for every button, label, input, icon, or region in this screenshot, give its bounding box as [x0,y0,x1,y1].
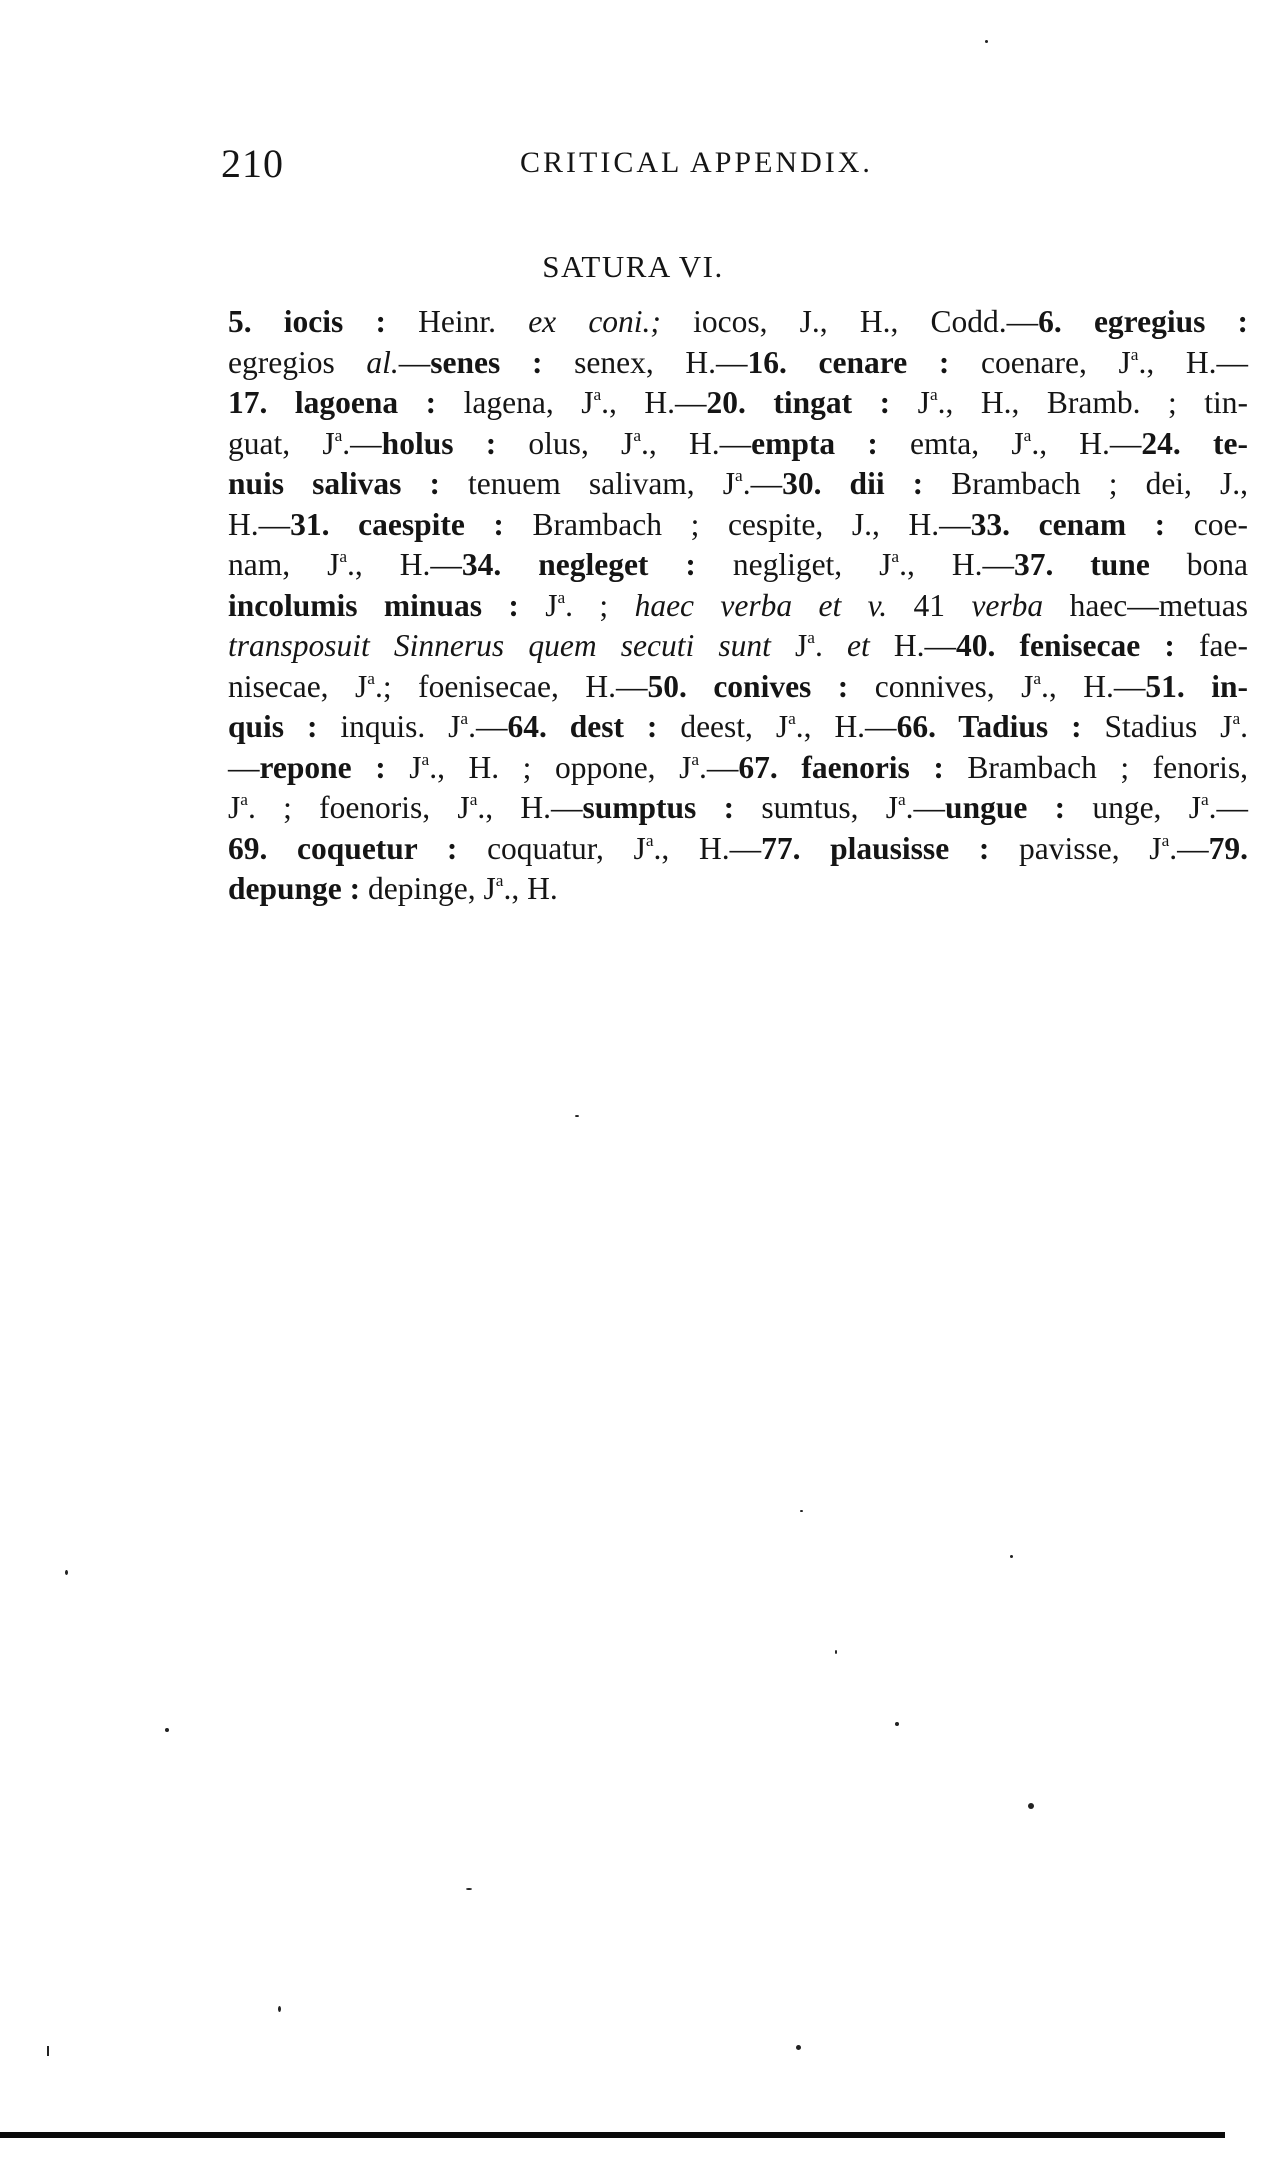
scan-speck [65,1570,68,1575]
lemma: 40. fenisecae : [956,628,1175,663]
lemma: 67. faenoris : [738,749,944,785]
lemma: empta : [751,425,878,461]
apparatus-line: depunge : depinge, $J^a$., H. [228,871,558,906]
scan-speck [466,1888,472,1890]
scan-speck [165,1728,169,1732]
scan-speck [800,1510,803,1512]
lemma: 17. lagoena : [228,385,437,420]
lemma: nuis salivas : [228,466,440,501]
bottom-rule [0,2132,1225,2138]
running-title: CRITICAL APPENDIX. [520,146,873,179]
lemma: 51. in- [1145,668,1249,704]
lemma: sumptus : [582,790,735,825]
lemma: 77. plausisse : [761,830,990,866]
scan-speck [1010,1555,1013,1558]
apparatus-line: nam, $J^a$., H.—34. negleget : negliget, $J^a$., H.—37. tune bona [228,547,1249,582]
lemma: 66. Tadius : [896,709,1082,744]
lemma: 16. cenare : [747,344,950,380]
apparatus-line: 5. iocis : Heinr. ex coni.; iocos, J., H., Codd.—6. egregius : [228,304,1249,339]
apparatus-line: 17. lagoena : lagena, $J^a$., H.—20. tingat : $J^a$., H., Bramb. ; tin- [228,385,1248,420]
apparatus-line: H.—31. caespite : Brambach ; cespite, J., H.—33. cenam : coe- [228,506,1248,542]
apparatus-line: nuis salivas : tenuem salivam, $J^a.—30$. dii : Brambach ; dei, J., [228,466,1249,501]
scan-speck [1028,1803,1034,1809]
lemma: 33. cenam : [970,506,1166,542]
page-number: 210 [221,141,284,186]
scan-speck [835,1650,837,1654]
lemma: 31. caespite : [290,506,504,542]
lemma: depunge : [228,871,361,906]
apparatus-line: 69. coquetur : coquatur, $J^a$., H.—77. plausisse : pavisse, $J^a.—79$. [228,830,1248,866]
apparatus-line: nisecae, $J^a$.; foenisecae, H.—50. conives : connives, $J^a$., H.—51. in- [228,668,1249,704]
apparatus-line: egregios al.—senes : senex, H.—16. cenare : coenare, $J^a$., H.— [228,344,1248,380]
apparatus-line: guat, $J^a.—holus$ : olus, $J^a$., H.—empta : emta, $J^a$., H.—24. te- [228,425,1248,461]
lemma: 79. [1208,830,1248,866]
lemma: quis : [228,709,318,744]
lemma: incolumis minuas : [228,587,519,623]
section-title: SATURA VI. [542,249,724,284]
scan-speck [985,40,988,43]
apparatus-line: —repone : $J^a$., H. ; oppone, $J^a.—67$. faenoris : Brambach ; fenoris, [228,749,1249,785]
scan-speck [575,1115,579,1117]
critical-apparatus [228,302,1248,910]
apparatus-line: incolumis minuas : $J^a$. ; haec verba et v. 41 verba haec—metuas [228,587,1248,623]
lemma: holus : [381,425,497,461]
lemma: 34. negleget : [461,547,696,582]
lemma: 64. dest : [507,709,658,744]
lemma: 69. coquetur : [228,830,458,866]
lemma: 24. te- [1141,425,1248,461]
scan-speck [895,1722,899,1726]
lemma: 30. dii : [782,466,924,501]
lemma: senes : [430,344,543,380]
lemma: 5. iocis : [228,304,386,339]
scan-speck [47,2046,49,2056]
lemma: ungue : [945,790,1066,825]
lemma: 37. tune [1013,547,1150,582]
apparatus-line: $J^a$. ; foenoris, $J^a$., H.—sumptus : sumtus, $J^a.—ungue$ : unge, $J^a.—$ [228,790,1249,825]
lemma: repone : [259,749,386,785]
apparatus-line: transposuit Sinnerus quem secuti sunt $J^a$. et H.—40. fenisecae : fae- [228,628,1249,663]
lemma: 6. egregius : [1038,304,1249,339]
apparatus-line: quis : inquis. $J^a.—64$. dest : deest, $J^a$., H.—66. Tadius : Stadius $J^a$. [228,709,1248,744]
scan-speck [796,2045,801,2050]
scan-speck [278,2006,281,2012]
lemma: 20. tingat : [706,385,891,420]
lemma: 50. conives : [647,668,849,704]
